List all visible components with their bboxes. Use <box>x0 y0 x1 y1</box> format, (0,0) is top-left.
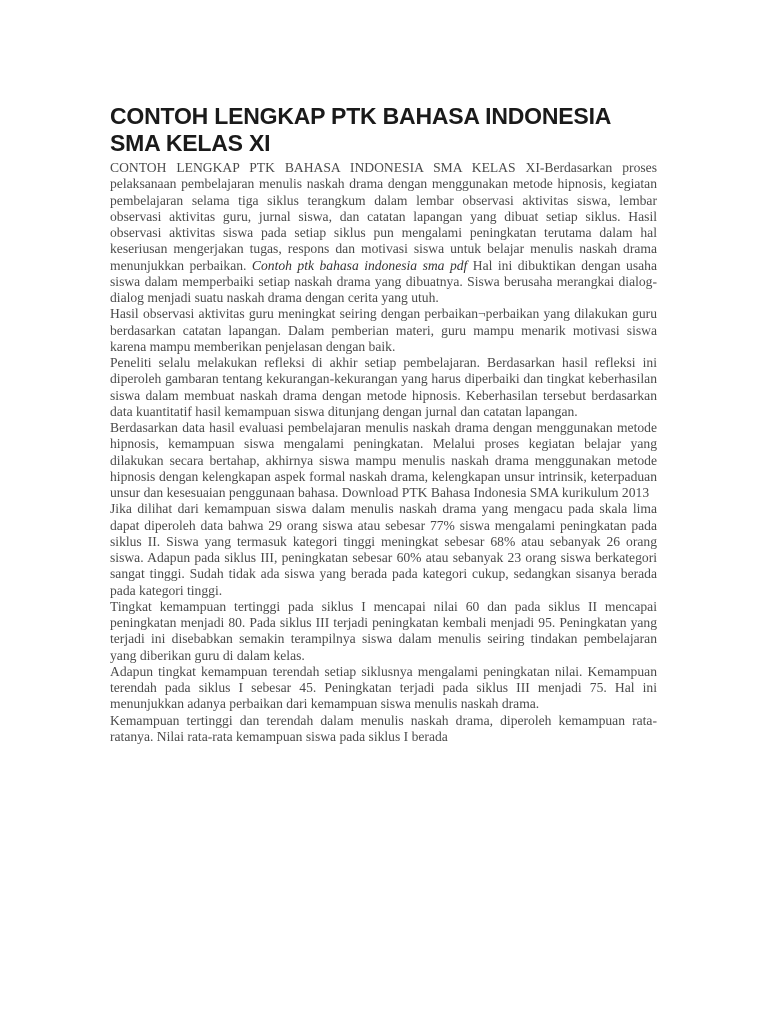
paragraph: Kemampuan tertinggi dan terendah dalam menulis naskah drama, diperoleh kemampuan rata-ratanya. Nilai rata-rata kemampuan siswa pada siklus I berada <box>110 712 657 744</box>
paragraph-text: Hal ini dibuktikan dengan usaha siswa dalam memperbaiki setiap naskah drama yang dibuatnya. Siswa berusaha merangkai dialog-dialog menjadi suatu naskah drama dengan cerita yang utuh. <box>110 257 657 305</box>
paragraph: Adapun tingkat kemampuan terendah setiap siklusnya mengalami peningkatan nilai. Kemampuan terendah pada siklus I sebesar 45. Peningkatan terjadi pada siklus III menjadi 75. Hal ini menunjukkan adanya perbaikan dari kemampuan siswa menulis naskah drama. <box>110 663 657 712</box>
keyword-link-text: Contoh ptk bahasa indonesia sma pdf <box>251 257 468 273</box>
paragraph: Tingkat kemampuan tertinggi pada siklus I mencapai nilai 60 dan pada siklus II mencapai peningkatan menjadi 80. Pada siklus III terjadi peningkatan kembali menjadi 95. Peningkatan yang terjadi ini disebabkan semakin terampilnya siswa dalam menulis seiring tindakan pembelajaran yang diberikan guru di dalam kelas. <box>110 598 657 663</box>
paragraph: Hasil observasi aktivitas guru meningkat seiring dengan perbaikan¬perbaikan yang dilakukan guru berdasarkan catatan lapangan. Dalam pemberian materi, guru mampu menarik motivasi siswa karena mampu memberikan penjelasan dengan baik. <box>110 306 657 354</box>
paragraph <box>110 160 657 306</box>
document-page <box>110 103 657 745</box>
paragraph: Jika dilihat dari kemampuan siswa dalam menulis naskah drama yang mengacu pada skala lima dapat diperoleh data bahwa 29 orang siswa atau sebesar 77% siswa mengalami peningkatan pada siklus II. Siswa yang termasuk kategori tinggi meningkat sebesar 68% atau sebanyak 26 orang siswa. Adapun pada siklus III, peningkatan sebesar 60% atau sebanyak 23 orang siswa berkategori sangat tinggi. Sudah tidak ada siswa yang berada pada kategori cukup, sedangkan sisanya berada pada kategori tinggi. <box>110 501 657 598</box>
paragraph: Berdasarkan data hasil evaluasi pembelajaran menulis naskah drama dengan menggunakan metode hipnosis, kemampuan siswa mengalami peningkatan. Melalui proses kegiatan belajar yang dilakukan secara bertahap, akhirnya siswa mampu menulis naskah drama menggunakan metode hipnosis dengan kelengkapan aspek formal naskah drama, kelengkapan unsur intrinsik, keterpaduan unsur dan kesesuaian penggunaan bahasa. Download PTK Bahasa Indonesia SMA kurikulum 2013 <box>110 420 657 500</box>
paragraph: Peneliti selalu melakukan refleksi di akhir setiap pembelajaran. Berdasarkan hasil refleksi ini diperoleh gambaran tentang kekurangan-kekurangan yang harus diperbaiki dan tingkat keberhasilan siswa dalam membuat naskah drama dengan metode hipnosis. Keberhasilan tersebut berdasarkan data kuantitatif hasil kemampuan siswa ditunjang dengan jurnal dan catatan lapangan. <box>110 355 657 419</box>
document-title: CONTOH LENGKAP PTK BAHASA INDONESIA SMA KELAS XI <box>110 103 611 156</box>
document-body <box>110 160 657 745</box>
paragraph-text: CONTOH LENGKAP PTK BAHASA INDONESIA SMA KELAS XI-Berdasarkan proses pelaksanaan pembelajaran menulis naskah drama dengan menggunakan metode hipnosis, kegiatan pembelajaran selama tiga siklus terangkum dalam lembar observasi aktivitas siswa, lembar observasi aktivitas guru, jurnal siswa, dan catatan lapangan yang dibuat setiap siklus. Hasil observasi aktivitas siswa pada setiap siklus pun mengalami peningkatan terutama dalam hal keseriusan mengerjakan tugas, respons dan motivasi siswa untuk belajar menulis naskah drama menunjukkan perbaikan. <box>110 160 657 273</box>
